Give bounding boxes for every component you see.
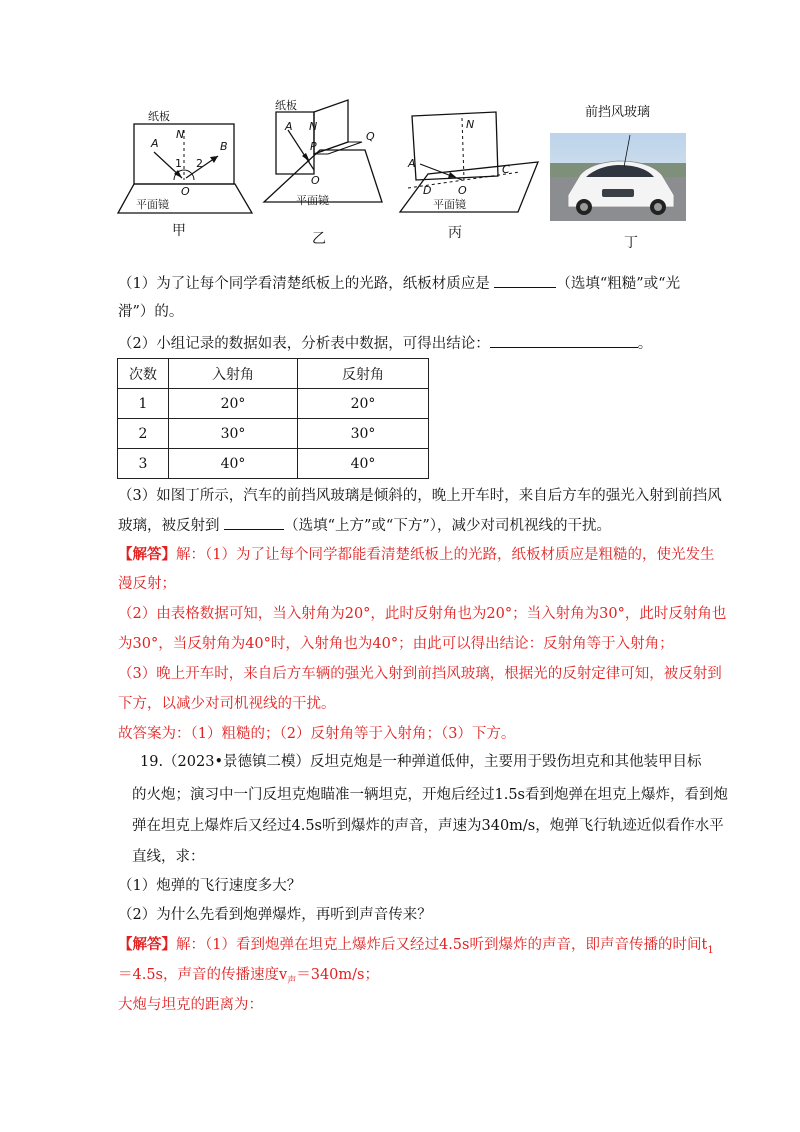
q19-line2: 的火炮；演习中一门反坦克炮瞄准一辆坦克，开炮后经过1.5s看到炮弹在坦克上爆炸，看到炮: [132, 787, 728, 803]
q19-line3: 弹在坦克上爆炸后又经过4.5s听到爆炸的声音，声速为340m/s，炮弹飞行轨迹近似看作水平: [132, 818, 724, 834]
answer18-line2: 漫反射；: [118, 576, 176, 592]
answer18-line1: 【解答】解：（1）为了让每个同学都能看清楚纸板上的光路，纸板材质应是粗糙的，使光发生: [118, 546, 715, 563]
figure-jia-mirror-label: 平面镜: [136, 198, 169, 211]
figure-jia-label-B: B: [220, 140, 228, 153]
figure-jia-label-2: 2: [196, 157, 203, 170]
answer19-line2: ＝4.5s，声音的传播速度$v_声=340m/s$；: [118, 967, 379, 986]
answer18-line4: 为30°，当反射角为40°时，入射角也为40°；由此可以得出结论：反射角等于入射角；: [118, 636, 674, 652]
table-header-row: [118, 359, 429, 389]
table-row: [118, 389, 429, 419]
q1-line1: （1）为了让每个同学看清楚纸板上的光路，纸板材质应是 （选填“粗糙”或“光: [118, 273, 680, 294]
figure-ding-car-photo: [550, 133, 686, 221]
figure-bing-label-A: A: [408, 157, 416, 170]
data-table: [117, 358, 429, 479]
answer18-line6: 下方，以减少对司机视线的干扰。: [118, 696, 336, 712]
figure-jia-label-A: A: [151, 137, 159, 150]
table-cell: 2: [118, 419, 169, 449]
figure-yi-caption: 乙: [312, 231, 326, 247]
q3-line1: （3）如图丁所示，汽车的前挡风玻璃是倾斜的，晚上开车时，来自后方车的强光入射到前挡风: [118, 488, 722, 504]
q19-line4: 直线，求：: [132, 849, 205, 865]
q3-line2: 玻璃，被反射到 （选填“上方”或“下方”），减少对司机视线的干扰。: [118, 515, 611, 536]
answer18-line3: （2）由表格数据可知，当入射角为20°，此时反射角也为20°；当入射角为30°，此时反射角也: [118, 606, 727, 622]
q19-line1: 19.（2023•景德镇二模）反坦克炮是一种弹道低伸，主要用于毁伤坦克和其他装甲目标: [140, 754, 702, 770]
answer18-final: 故答案为：（1）粗糙的；（2）反射角等于入射角；（3）下方。: [118, 726, 516, 742]
table-header-cell: 次数: [118, 359, 169, 389]
figure-bing-label-N: N: [466, 118, 475, 131]
table-header-cell: 反射角: [298, 359, 429, 389]
table-cell: 40°: [169, 449, 298, 479]
table-row: [118, 449, 429, 479]
figure-bing-label-O: O: [458, 184, 467, 197]
figure-bing-caption: 丙: [448, 225, 462, 241]
figure-bing-label-C: C: [502, 163, 510, 176]
q2-answer-blank: [490, 333, 638, 348]
q1-line2: 滑”）的。: [118, 304, 184, 320]
figure-jia-label-O: O: [181, 185, 190, 198]
answer18-line5: （3）晚上开车时，来自后方车辆的强光入射到前挡风玻璃，根据光的反射定律可知，被反射到: [118, 666, 722, 682]
table-cell: 3: [118, 449, 169, 479]
figure-jia-label-1: 1: [175, 157, 182, 170]
figure-yi-board-label: 纸板: [275, 99, 297, 112]
table-cell: 30°: [169, 419, 298, 449]
table-header-cell: 入射角: [169, 359, 298, 389]
table-cell: 30°: [298, 419, 429, 449]
figure-yi-label-A: A: [285, 120, 293, 133]
figure-ding-photo-label: 前挡风玻璃: [585, 105, 651, 120]
q19-sub1: （1）炮弹的飞行速度多大？: [118, 878, 302, 894]
figure-ding-caption: 丁: [624, 235, 638, 251]
figure-yi-mirror-label: 平面镜: [296, 194, 329, 207]
answer19-line1: 【解答】解：（1）看到炮弹在坦克上爆炸后又经过4.5s听到爆炸的声音，即声音传播的时间$t_1$: [118, 936, 714, 956]
answer19-tag: 【解答】: [118, 936, 176, 953]
figure-yi-label-Q: Q: [366, 130, 375, 143]
table-cell: 40°: [298, 449, 429, 479]
figure-yi-label-N: N: [309, 120, 318, 133]
figure-yi-label-P: P: [310, 140, 317, 153]
table-cell: 20°: [298, 389, 429, 419]
q19-sub2: （2）为什么先看到炮弹爆炸，再听到声音传来？: [118, 907, 432, 923]
figure-jia-board-label: 纸板: [148, 110, 170, 123]
figure-jia-label-N: N: [176, 128, 185, 141]
answer18-tag: 【解答】: [118, 546, 176, 563]
table-row: [118, 419, 429, 449]
figure-bing-label-D: D: [423, 184, 432, 197]
figure-jia-caption: 甲: [172, 223, 186, 239]
figure-yi-label-O: O: [311, 174, 320, 187]
q3-answer-blank: [224, 515, 284, 530]
answer19-line3: 大炮与坦克的距离为：: [118, 997, 263, 1013]
figure-jia: [110, 100, 260, 240]
q1-answer-blank: [494, 273, 556, 288]
q2-line: （2）小组记录的数据如表，分析表中数据，可得出结论： 。: [118, 333, 652, 354]
figure-bing-mirror-label: 平面镜: [433, 198, 466, 211]
table-cell: 20°: [169, 389, 298, 419]
table-cell: 1: [118, 389, 169, 419]
